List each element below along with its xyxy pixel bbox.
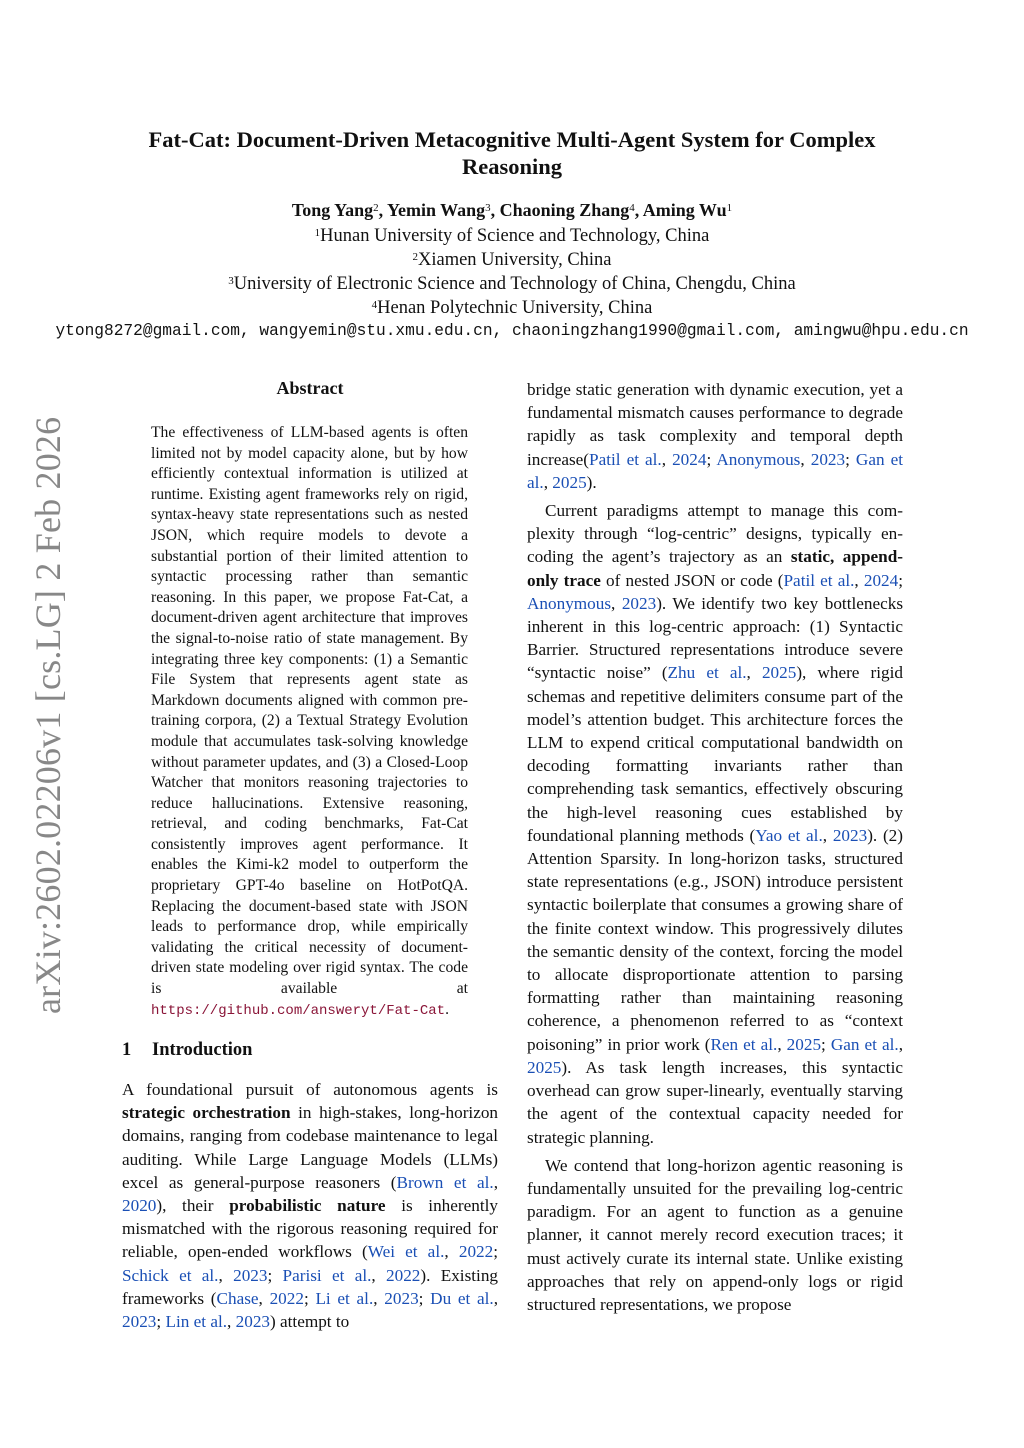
affiliation-number: 2 — [412, 251, 418, 263]
intro-paragraph: bridge static generation with dynamic execution, yet a fundamental mismatch causes performance to degrade rapidly as task complexity and temporal depth increase(Patil et al., 2024; Anonymous, 2023; Gan et al., 2025). — [527, 380, 904, 492]
affiliation-number: 3 — [228, 275, 234, 287]
arxiv-identifier: arXiv:2602.02206v1 [cs.LG] 2 Feb 2026 — [28, 416, 68, 1014]
citation-link[interactable]: Schick et al. — [122, 1265, 219, 1285]
abstract-text: The effectiveness of LLM-based agents is often limited not by model capacity alone, but by how efficiently contextual information is utilized at runtime. Existing agent frameworks rely on rigid, syntax-heavy state representations such as nested JSON, which require models to devote a substantial portion of their limited attention to syntactic processing rather than semantic reasoning. In this paper, we propose Fat-Cat, a document-driven agent architecture that improves the signal-to-noise ratio of state management. By integrating three key components: (1) a Semantic File System that represents agent state as Markdown documents aligned with common pre-training corpora, (2) a Textual Strategy Evolution module that accumulates task-solving knowledge without parameter updates, and (3) a Closed-Loop Watcher that monitors reasoning trajectories to reduce hallucinations. Extensive reasoning, retrieval, and coding benchmarks, Fat-Cat consistently improves agent performance. It enables the Kimi-k2 model to outperform the proprietary GPT-4o baseline on HotPotQA. Replacing the document-based state with JSON leads to performance drop, while empirically validating the critical necessity of document-driven state modeling over rigid syntax. The code is available at — [151, 424, 468, 998]
affiliation-line — [100, 248, 924, 272]
citation-link[interactable]: Yao et al. — [755, 825, 823, 845]
citation-link[interactable]: Li et al. — [315, 1288, 374, 1308]
citation-link[interactable]: 2022 — [269, 1288, 304, 1308]
citation-link[interactable]: Anonymous — [527, 593, 612, 613]
citation-link[interactable]: 2025 — [761, 663, 797, 683]
citation-link[interactable]: 2025 — [786, 1034, 822, 1054]
citation-link[interactable]: 2022 — [386, 1265, 421, 1285]
intro-right-column — [527, 378, 903, 1316]
abstract-heading: Abstract — [276, 378, 344, 398]
author-list: Tong Yang$^2$, Yemin Wang$^3$, Chaoning Zhang$^4$, Aming Wu$^1$ — [291, 200, 733, 220]
citation-link[interactable]: Lin et al. — [165, 1312, 228, 1332]
intro-left-column — [122, 1078, 498, 1333]
citation-link[interactable]: 2023 — [621, 593, 657, 613]
section-title: Introduction — [152, 1040, 253, 1060]
affiliation-line — [100, 296, 924, 320]
citation-link[interactable]: 2023 — [122, 1312, 157, 1332]
citation-link[interactable]: Anonymous — [716, 449, 801, 469]
affiliation-text: University of Electronic Science and Technology of China, Chengdu, China — [233, 274, 796, 294]
citation-link[interactable]: Wei et al. — [367, 1242, 445, 1262]
section-heading-introduction — [122, 1040, 252, 1061]
citation-link[interactable]: Gan et al. — [527, 449, 904, 492]
citation-link[interactable]: 2025 — [527, 1057, 562, 1077]
author-name: Chaoning Zhang — [499, 200, 630, 220]
intro-paragraph: A foundational pursuit of autonomous agents is strategic orchestration in high-stakes, long-horizon domains, ranging from codebase maintenance to legal auditing. While Large Language Models (LLMs) excel as general-purpose reasoners (Brown et al., 2020), their probabilistic nature is inherently mismatched with the rigorous reasoning required for reliable, open-ended workflows (Wei et al., 2022; Schick et al., 2023; Parisi et al., 2022). Existing frameworks (Chase, 2022; Li et al., 2023; Du et al., 2023; Lin et al., 2023) attempt to — [122, 1080, 499, 1332]
citation-link[interactable]: Du et al. — [430, 1288, 494, 1308]
author-name: Aming Wu — [642, 200, 727, 220]
intro-paragraph: Current paradigms attempt to manage this complexity through “log-centric” designs, typically encoding the agent’s trajectory as an static, append-only trace of nested JSON or code (Patil et al., 2024; Anonymous, 2023). We identify two key bottlenecks inherent in this log-centric approach: (1) Syntactic Barrier. Structured representations introduce severe “syntactic noise” (Zhu et al., 2025), where rigid schemas and repetitive delimiters consume part of the model’s attention budget. This architecture forces the LLM to expend critical computational bandwidth on decoding formatting invariants rather than comprehending task semantics, effectively obscuring the high-level reasoning cues established by foundational planning methods (Yao et al., 2023). (2) Attention Sparsity. In long-horizon tasks, structured state representations (e.g., JSON) introduce persistent syntactic boilerplate that consumes a growing share of the finite context window. This progressively dilutes the semantic density of the context, forcing the model to allocate disproportionate attention to parsing formatting rather than maintaining reasoning coherence, a phenomenon referred to as “context poisoning” in prior work (Ren et al., 2025; Gan et al., 2025). As task length increases, this syntactic overhead can grow super-linearly, eventually starving the agent of the contextual capacity needed for strategic planning. — [527, 501, 904, 1147]
section-number: 1 — [122, 1040, 132, 1060]
citation-link[interactable]: 2023 — [235, 1312, 270, 1332]
affiliation-line — [100, 272, 924, 296]
affiliation-line — [100, 224, 924, 248]
author-name: Yemin Wang — [386, 200, 486, 220]
citation-link[interactable]: Patil et al. — [589, 449, 662, 469]
citation-link[interactable]: 2024 — [863, 570, 899, 590]
emphasis-text: probabilistic nature — [229, 1196, 386, 1216]
citation-link[interactable]: Patil et al. — [783, 570, 855, 590]
citation-link[interactable]: Ren et al. — [710, 1034, 778, 1054]
citation-link[interactable]: Chase — [216, 1288, 259, 1308]
author-name: Tong Yang — [291, 200, 374, 220]
code-link[interactable]: https://github.com/answeryt/Fat-Cat — [151, 1002, 446, 1019]
citation-link[interactable]: 2022 — [458, 1242, 494, 1262]
citation-link[interactable]: 2023 — [384, 1288, 419, 1308]
citation-link[interactable]: 2023 — [832, 825, 868, 845]
affiliation-number: 4 — [371, 299, 378, 311]
emphasis-text: static, append-only trace — [527, 547, 903, 590]
author-emails: ytong8272@gmail.com, wangyemin@stu.xmu.edu.cn, chaoningzhang1990@gmail.com, amingwu@hpu.edu.cn — [55, 322, 969, 340]
paper-title: Fat-Cat: Document-Driven Metacognitive Multi-Agent System for Complex Reasoning — [148, 127, 876, 179]
author-affiliation-mark: 1 — [726, 202, 733, 214]
citation-link[interactable]: 2023 — [233, 1265, 268, 1285]
affiliation-text: Xiamen University, China — [417, 250, 612, 270]
emphasis-text: strategic orchestration — [122, 1103, 291, 1123]
abstract-body — [151, 423, 468, 1021]
citation-link[interactable]: Zhu et al. — [667, 663, 747, 683]
citation-link[interactable]: 2024 — [672, 449, 707, 469]
citation-link[interactable]: 2023 — [810, 449, 846, 469]
citation-link[interactable]: Gan et al. — [830, 1034, 899, 1054]
citation-link[interactable]: Brown et al. — [396, 1172, 494, 1192]
citation-link[interactable]: 2025 — [552, 472, 587, 492]
author-affiliation-mark: 3 — [485, 202, 491, 214]
citation-link[interactable]: Parisi et al. — [282, 1265, 372, 1285]
affiliation-text: Henan Polytechnic University, China — [377, 298, 653, 318]
citation-link[interactable]: 2020 — [122, 1196, 157, 1216]
affiliation-text: Hunan University of Science and Technology, China — [320, 226, 710, 246]
intro-paragraph: We contend that long-horizon agentic reasoning is fundamentally unsuited for the prevailing log-centric paradigm. For an agent to function as a genuine planner, it cannot merely record execution traces; it must actively curate its internal state. Unlike existing approaches that rely on append-only logs or rigid structured representations, we propose — [527, 1155, 903, 1314]
author-affiliation-mark: 4 — [629, 202, 635, 214]
affiliation-number: 1 — [314, 227, 321, 239]
author-affiliation-mark: 2 — [373, 202, 379, 214]
abstract-end: . — [445, 1000, 449, 1018]
